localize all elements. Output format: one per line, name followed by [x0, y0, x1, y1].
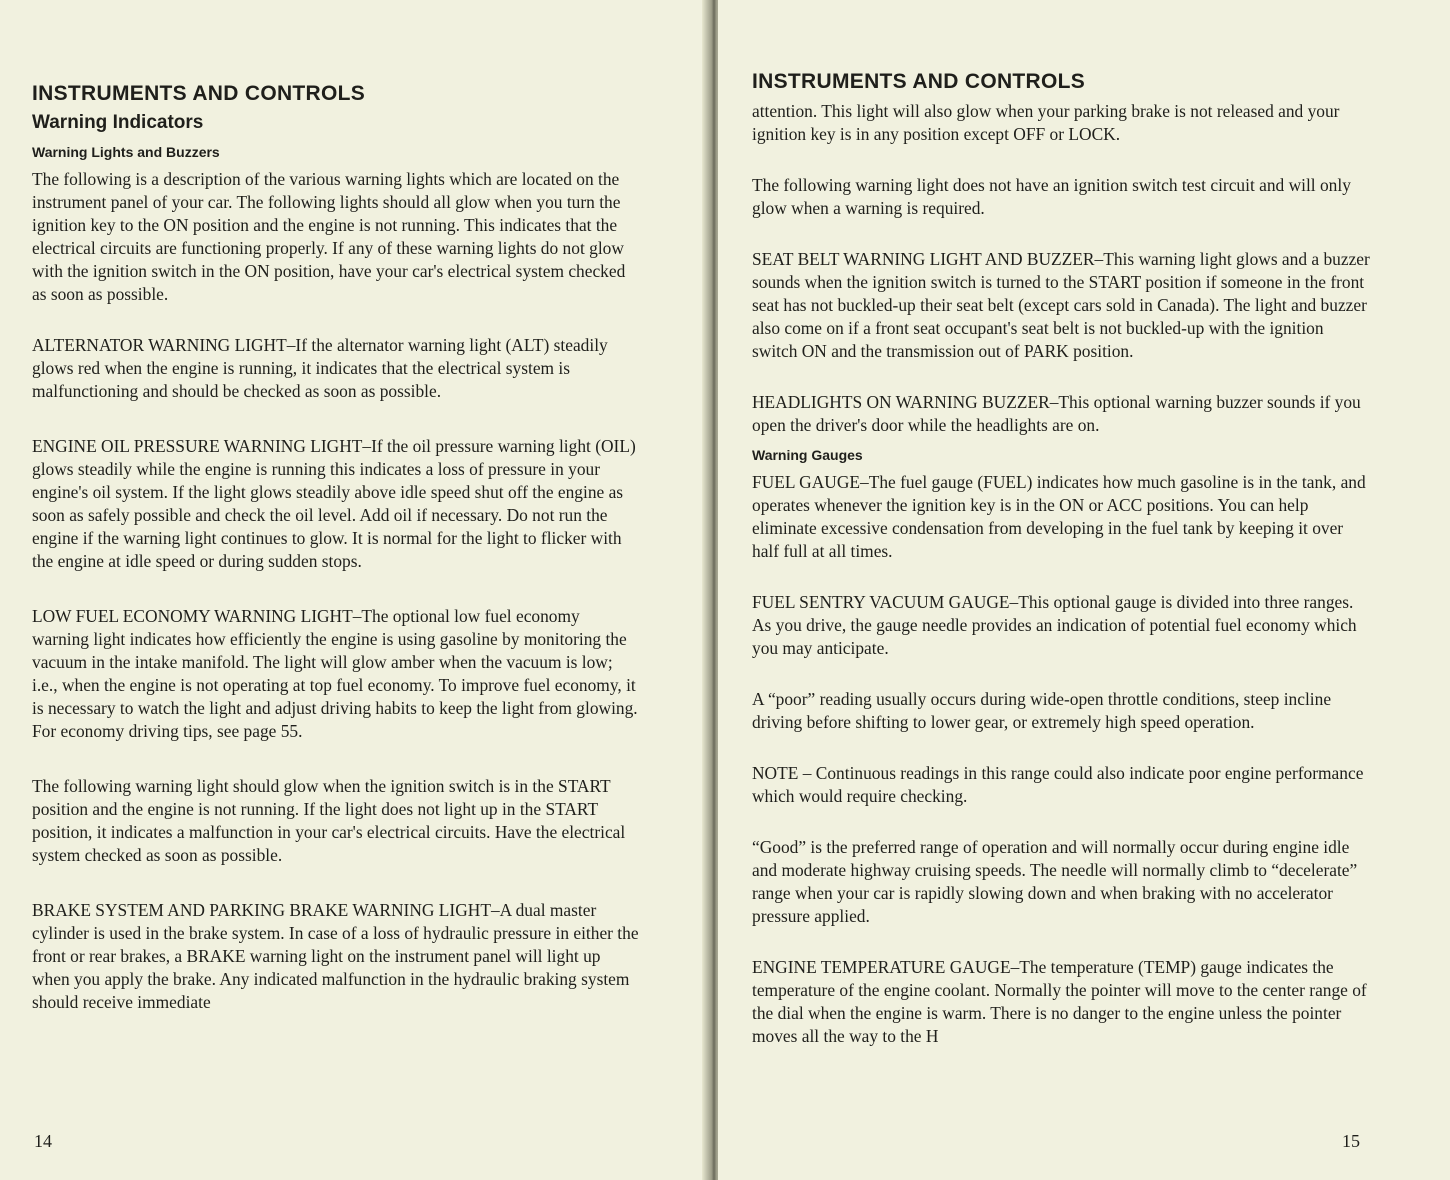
right-page	[718, 0, 1450, 1180]
paragraph: NOTE – Continuous readings in this range could also indicate poor engine performance which would require checking.	[752, 763, 1364, 806]
paragraph: ENGINE OIL PRESSURE WARNING LIGHT–If the oil pressure warning light (OIL) glows steadily while the engine is running this indicates a loss of pressure in your engine's oil system. If the light glows steadily above idle speed shut off the engine as soon as safely possible and check the oil level. Add oil if necessary. Do not run the engine if the warning light continues to glow. It is normal for the light to flicker with the engine at idle speed or during sudden stops.	[32, 436, 636, 571]
page-number: 15	[1342, 1131, 1360, 1151]
paragraph: FUEL GAUGE–The fuel gauge (FUEL) indicates how much gasoline is in the tank, and operates whenever the ignition key is in the ON or ACC positions. You can help eliminate excessive condensation from developing in the fuel tank by keeping it over half full at all times.	[752, 472, 1366, 561]
paragraph: ALTERNATOR WARNING LIGHT–If the alternator warning light (ALT) steadily glows red when the engine is running, it indicates that the electrical system is malfunctioning and should be checked as soon as possible.	[32, 335, 608, 401]
minor-title: Warning Lights and Buzzers	[32, 144, 220, 160]
left-page	[0, 0, 712, 1180]
paragraph: “Good” is the preferred range of operation and will normally occur during engine idle and moderate highway cruising speeds. The needle will normally climb to “decelerate” range when your car is rapidly slowing down and when braking with no accelerator pressure applied.	[752, 837, 1358, 926]
paragraph: BRAKE SYSTEM AND PARKING BRAKE WARNING LIGHT–A dual master cylinder is used in the brake system. In case of a loss of hydraulic pressure in either the front or rear brakes, a BRAKE warning light on the instrument panel will light up when you apply the brake. Any indicated malfunction in the hydraulic braking system should receive immediate	[32, 900, 639, 1012]
left-page-content	[32, 82, 640, 1014]
paragraph: HEADLIGHTS ON WARNING BUZZER–This optional warning buzzer sounds if you open the driver's door while the headlights are on.	[752, 392, 1361, 435]
right-page-content	[752, 70, 1372, 1048]
page-number: 14	[34, 1131, 52, 1151]
paragraph: ENGINE TEMPERATURE GAUGE–The temperature (TEMP) gauge indicates the temperature of the engine coolant. Normally the pointer will move to the center range of the dial when the engine is warm. There is no danger to the engine unless the pointer moves all the way to the H	[752, 957, 1367, 1046]
section-title: INSTRUMENTS AND CONTROLS	[32, 82, 366, 105]
paragraph: The following is a description of the various warning lights which are located on the instrument panel of your car. The following lights should all glow when you turn the ignition key to the ON position and the engine is not running. This indicates that the electrical circuits are functioning properly. If any of these warning lights do not glow with the ignition switch in the ON position, have your car's electrical system checked as soon as possible.	[32, 169, 626, 304]
paragraph: The following warning light should glow when the ignition switch is in the START position and the engine is not running. If the light does not light up in the START position, it indicates a malfunction in your car's electrical circuits. Have the electrical system checked as soon as possible.	[32, 776, 626, 865]
minor-title: Warning Gauges	[752, 447, 863, 463]
paragraph: SEAT BELT WARNING LIGHT AND BUZZER–This warning light glows and a buzzer sounds when the ignition switch is turned to the START position if someone in the front seat has not buckled-up their seat belt (except cars sold in Canada). The light and buzzer also come on if a front seat occupant's seat belt is not buckled-up with the ignition switch ON and the transmission out of PARK position.	[752, 249, 1370, 361]
sub-title: Warning Indicators	[32, 112, 204, 133]
paragraph: LOW FUEL ECONOMY WARNING LIGHT–The optional low fuel economy warning light indicates how efficiently the engine is using gasoline by monitoring the vacuum in the intake manifold. The light will glow amber when the vacuum is low; i.e., when the engine is not operating at top fuel economy. To improve fuel economy, it is necessary to watch the light and adjust driving habits to keep the light from glowing. For economy driving tips, see page 55.	[32, 606, 638, 741]
paragraph: FUEL SENTRY VACUUM GAUGE–This optional gauge is divided into three ranges. As you drive, the gauge needle provides an indication of potential fuel economy which you may anticipate.	[752, 592, 1357, 658]
section-title: INSTRUMENTS AND CONTROLS	[752, 70, 1086, 93]
paragraph: A “poor” reading usually occurs during wide-open throttle conditions, steep incline driving before shifting to lower gear, or extremely high speed operation.	[752, 689, 1332, 732]
paragraph: The following warning light does not have an ignition switch test circuit and will only glow when a warning is required.	[752, 175, 1351, 218]
paragraph: attention. This light will also glow when your parking brake is not released and your ignition key is in any position except OFF or LOCK.	[752, 101, 1340, 144]
